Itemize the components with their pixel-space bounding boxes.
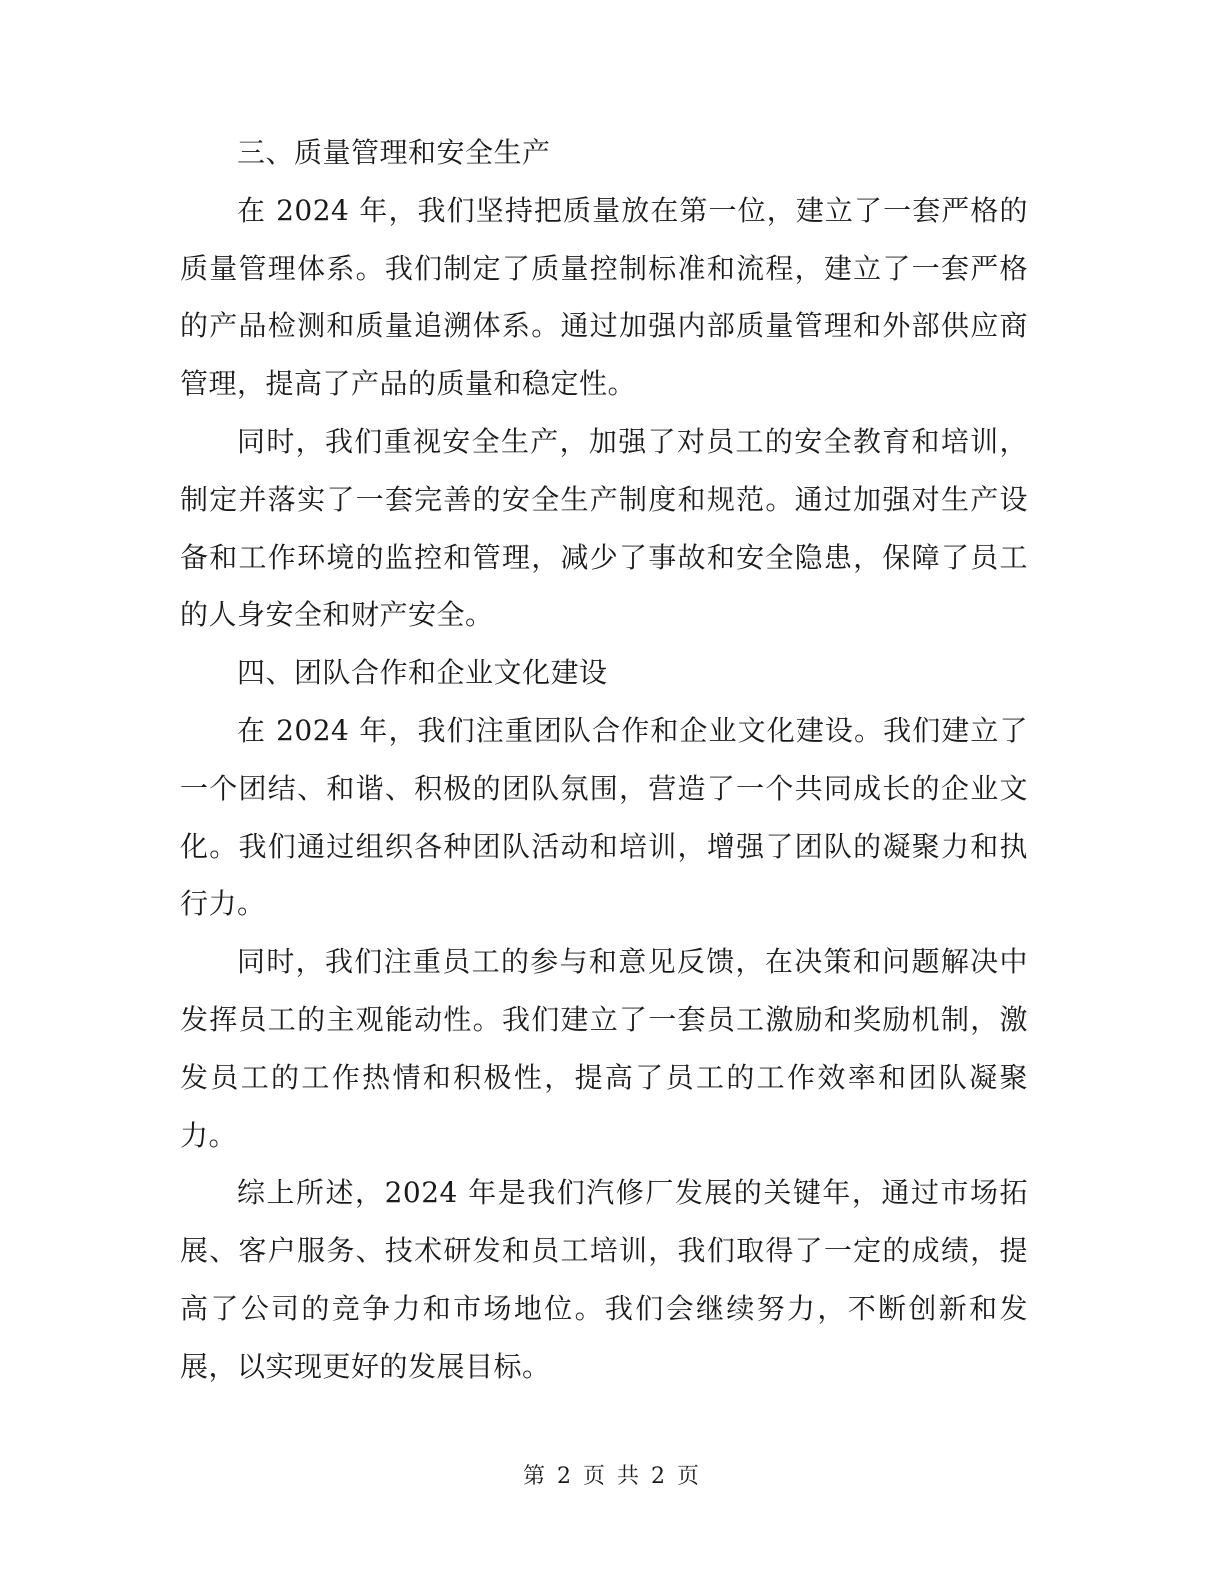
section-heading-quality: 三、质量管理和安全生产: [237, 136, 551, 169]
paragraph-team-culture: 在 2024 年，我们注重团队合作和企业文化建设。我们建立了一个团结、和谐、积极的团队氛围，营造了一个共同成长的企业文化。我们通过组织各种团队活动和培训，增强了团队的凝聚力和执行力。: [180, 713, 1028, 921]
footer-prefix: 第: [522, 1464, 547, 1489]
page-footer: [0, 1462, 1224, 1492]
footer-current-page: 2: [556, 1464, 573, 1489]
paragraph-safety-production: 同时，我们重视安全生产，加强了对员工的安全教育和培训，制定并落实了一套完善的安全生产制度和规范。通过加强对生产设备和工作环境的监控和管理，减少了事故和安全隐患，保障了员工的人身安全和财产安全。: [180, 424, 1028, 632]
paragraph-employee-participation: 同时，我们注重员工的参与和意见反馈，在决策和问题解决中发挥员工的主观能动性。我们建立了一套员工激励和奖励机制，激发员工的工作热情和积极性，提高了员工的工作效率和团队凝聚力。: [180, 945, 1028, 1152]
footer-total-prefix: 共: [617, 1464, 642, 1489]
document-body: [180, 124, 1028, 1396]
footer-total-pages: 2: [651, 1464, 668, 1489]
section-heading-teamwork: 四、团队合作和企业文化建设: [237, 656, 608, 690]
footer-page-word: 页: [582, 1464, 607, 1489]
paragraph-summary: 综上所述，2024 年是我们汽修厂发展的关键年，通过市场拓展、客户服务、技术研发和员工培训，我们取得了一定的成绩，提高了公司的竞争力和市场地位。我们会继续努力，不断创新和发展，以实现更好的发展目标。: [180, 1176, 1028, 1383]
footer-total-suffix: 页: [677, 1464, 702, 1489]
paragraph-quality-system: 在 2024 年，我们坚持把质量放在第一位，建立了一套严格的质量管理体系。我们制定了质量控制标准和流程，建立了一套严格的产品检测和质量追溯体系。通过加强内部质量管理和外部供应商管理，提高了产品的质量和稳定性。: [180, 193, 1028, 401]
